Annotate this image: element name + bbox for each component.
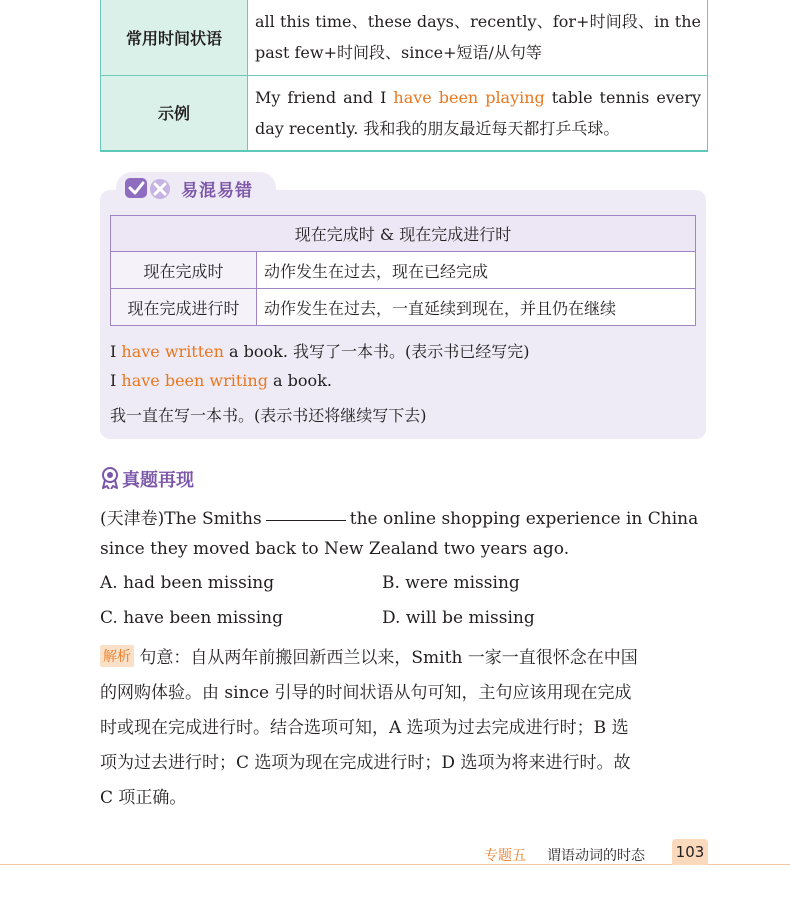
analysis-line <box>100 643 707 669</box>
example-highlight: have been playing <box>393 87 545 107</box>
example-text: a book. <box>267 371 332 390</box>
adverbials-label: 常用时间状语 <box>101 0 248 75</box>
example-sentence-2 <box>110 371 332 390</box>
page-number: 103 <box>672 839 708 865</box>
check-cross-icon <box>124 176 174 200</box>
confusion-title: 易混易错 <box>181 181 253 201</box>
example-sentence-1 <box>110 339 530 362</box>
option-a: A. had been missing <box>100 573 275 593</box>
example-pre: My friend and I <box>255 87 394 107</box>
footer-topic: 专题五 <box>484 848 526 864</box>
analysis-badge: 解析 <box>100 645 134 667</box>
example-text: I <box>110 371 122 390</box>
option-c: C. have been missing <box>100 608 283 628</box>
question-line-2: since they moved back to New Zealand two years ago. <box>100 539 570 559</box>
example-post: table tennis every day recently. 我和我的朋友最近每天都打乒乓球。 <box>255 87 702 138</box>
analysis-text: 句意：自从两年前搬回新西兰以来，Smith 一家一直很怀念在中国 <box>139 648 638 668</box>
example-label: 示例 <box>101 75 248 151</box>
example-value <box>248 75 708 151</box>
analysis-line: 项为过去进行时；C 选项为现在完成进行时；D 选项为将来进行时。故 <box>100 753 631 773</box>
table-row <box>111 252 696 289</box>
example-highlight: have been writing <box>121 371 268 390</box>
table-header <box>111 216 696 252</box>
analysis-line: C 项正确。 <box>100 788 187 808</box>
tense-usage-table <box>100 0 708 152</box>
analysis-line: 时或现在完成进行时。结合选项可知，A 选项为过去完成进行时；B 选 <box>100 718 629 738</box>
award-ribbon-icon <box>100 467 120 489</box>
footer-chapter: 谓语动词的时态 <box>547 848 645 864</box>
example-translation-2: 我一直在写一本书。(表示书还将继续写下去) <box>110 406 427 425</box>
exam-title: 真题再现 <box>122 470 194 491</box>
desc-cell: 动作发生在过去，现在已经完成 <box>257 252 696 289</box>
question-text: The Smiths <box>164 509 262 529</box>
table-row <box>111 289 696 326</box>
example-text: I <box>110 342 122 361</box>
question-source: (天津卷) <box>100 509 165 529</box>
option-d: D. will be missing <box>382 608 535 628</box>
question-line-1 <box>100 504 707 529</box>
comparison-table <box>110 215 696 326</box>
desc-cell: 动作发生在过去，一直延续到现在，并且仍在继续 <box>257 289 696 326</box>
term-cell: 现在完成时 <box>111 252 257 289</box>
adverbials-value: all this time、these days、recently、for+时间段、in the past few+时间段、since+短语/从句等 <box>248 0 708 75</box>
option-b: B. were missing <box>382 573 520 593</box>
table-row <box>101 0 708 75</box>
answer-blank <box>266 520 346 521</box>
question-text: the online shopping experience in China <box>349 509 699 529</box>
table-row <box>101 75 708 151</box>
example-text: a book. 我写了一本书。(表示书已经写完) <box>223 342 530 361</box>
term-cell: 现在完成进行时 <box>111 289 257 326</box>
comparison-header: 现在完成时 & 现在完成进行时 <box>111 216 696 252</box>
analysis-line: 的网购体验。由 since 引导的时间状语从句可知，主句应该用现在完成 <box>100 683 632 703</box>
example-highlight: have written <box>121 342 224 361</box>
